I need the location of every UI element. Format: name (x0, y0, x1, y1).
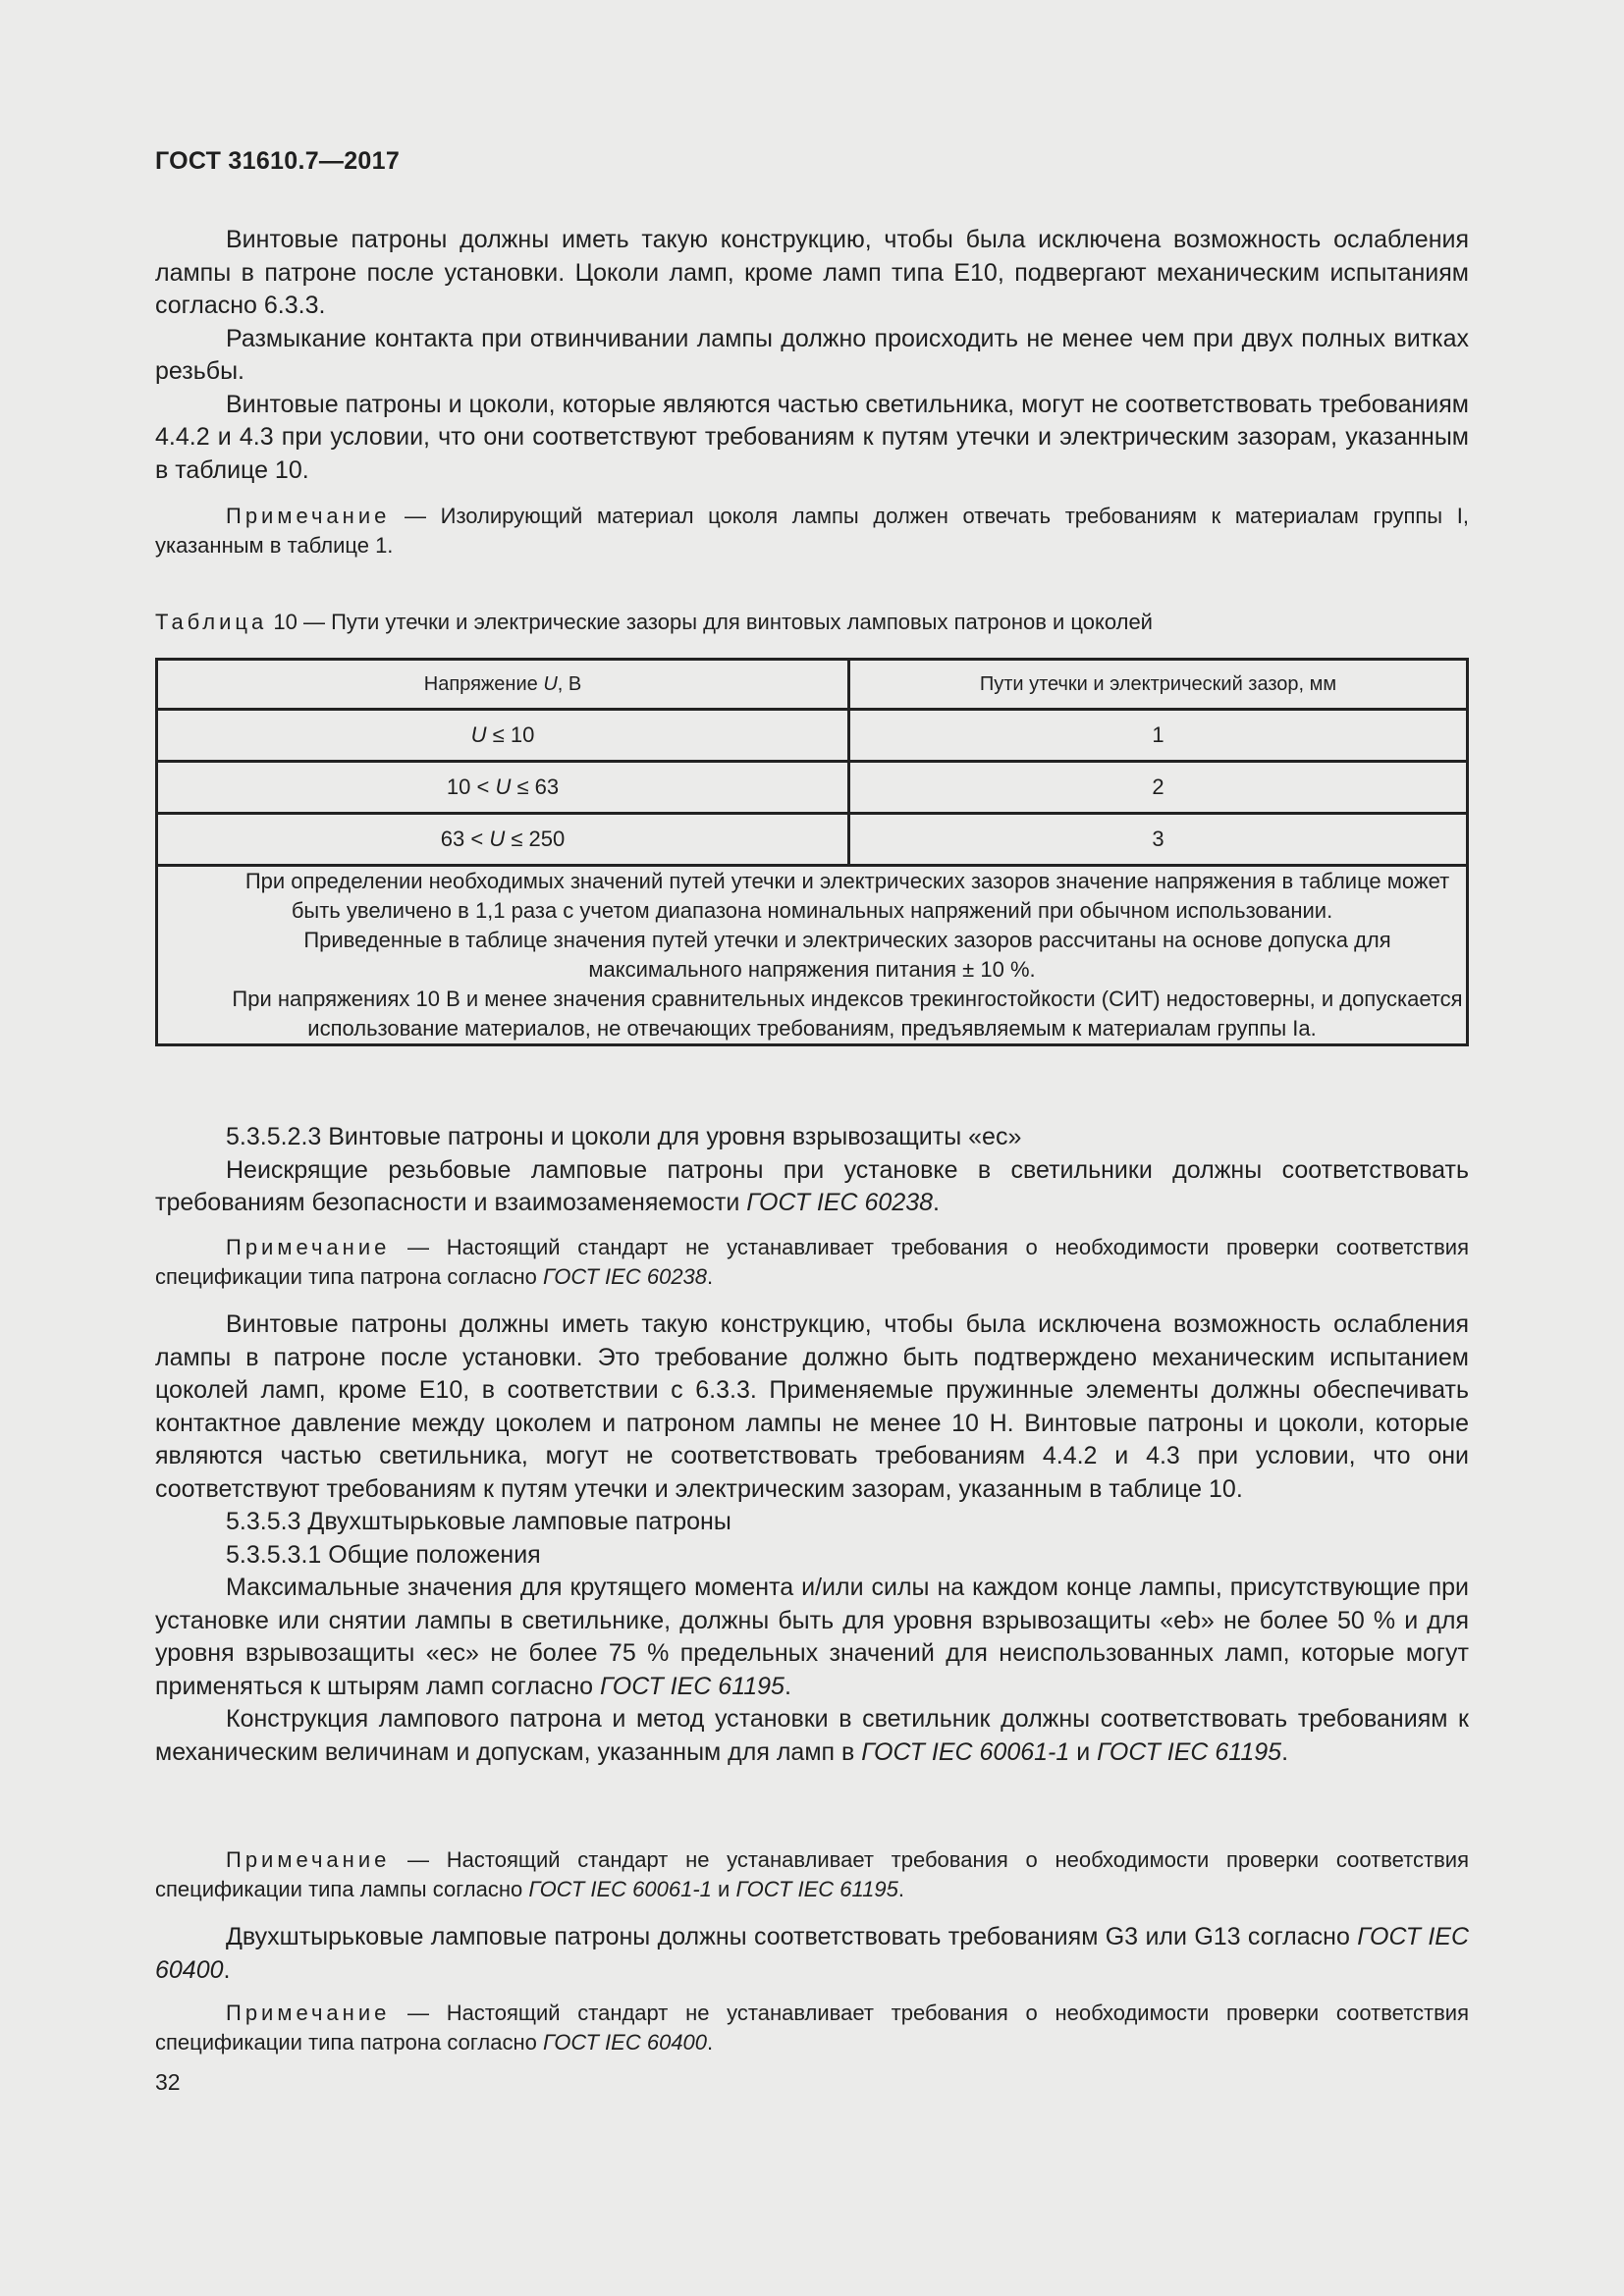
paragraph: Винтовые патроны должны иметь такую конструкцию, чтобы была исключена возможность ослабления лампы в патроне после установки. Цоколи ламп, кроме ламп типа Е10, подвергают механическим испытаниям согласно 6.3.3. (155, 226, 1469, 319)
note: Примечание — Настоящий стандарт не устанавливает требования о необходимости проверки соответствия спецификации типа патрона согласно ГОСТ IEC 60400. (155, 2001, 1469, 2055)
note-label: Примечание (226, 504, 391, 528)
voltage-cell: 10 < U ≤ 63 (157, 762, 849, 814)
paragraph: Двухштырьковые ламповые патроны должны соответствовать требованиям G3 или G13 согласно ГОСТ IEC 60400. (155, 1923, 1469, 1984)
table-footnote (157, 866, 1468, 1045)
table-caption (155, 608, 1469, 637)
section-body (155, 1308, 1469, 1769)
document-header: ГОСТ 31610.7—2017 (155, 147, 401, 175)
table-row (157, 710, 1468, 762)
column-header-voltage: Напряжение U, В (157, 660, 849, 710)
note-label: Примечание (226, 2001, 391, 2025)
clearance-cell: 1 (849, 710, 1468, 762)
table-note-paragraph: При напряжениях 10 В и менее значения сравнительных индексов трекингостойкости (СИТ) недостоверны, и допускается использование материалов, не отвечающих требованиям, предъявляемым к материалам группы Ia. (232, 987, 1463, 1041)
table-header-row (157, 660, 1468, 710)
standard-reference: ГОСТ IEC 60238 (746, 1189, 934, 1216)
table-caption-text: 10 — Пути утечки и электрические зазоры для винтовых ламповых патронов и цоколей (267, 610, 1153, 634)
section-heading: 5.3.5.2.3 Винтовые патроны и цоколи для уровня взрывозащиты «ес» (226, 1123, 1022, 1150)
voltage-cell: 63 < U ≤ 250 (157, 814, 849, 866)
voltage-cell: U ≤ 10 (157, 710, 849, 762)
standard-reference: ГОСТ IEC 60400 (155, 1923, 1469, 1984)
table-row (157, 814, 1468, 866)
standard-reference: ГОСТ IEC 60061-1 (861, 1737, 1070, 1766)
paragraph-block (155, 1921, 1469, 1987)
standard-reference: ГОСТ IEC 60400 (543, 2030, 708, 2055)
note-label: Примечание (226, 1235, 391, 1259)
data-table (155, 658, 1469, 1046)
standard-reference: ГОСТ IEC 60238 (543, 1264, 708, 1289)
note-label: Примечание (226, 1847, 391, 1872)
note-text: — Изолирующий материал цоколя лампы должен отвечать требованиям к материалам группы I, указанным в таблице 1. (155, 504, 1469, 558)
table-note-paragraph: Приведенные в таблице значения путей утечки и электрических зазоров рассчитаны на основе допуска для максимального напряжения питания ± 10 %. (303, 928, 1391, 982)
note: Примечание — Настоящий стандарт не устанавливает требования о необходимости проверки соответствия спецификации типа лампы согласно ГОСТ IEC 60061-1 и ГОСТ IEC 61195. (155, 1847, 1469, 1901)
paragraph: Размыкание контакта при отвинчивании лампы должно происходить не менее чем при двух полных витках резьбы. (155, 324, 1469, 385)
section-5-3-5-2-3 (155, 1121, 1469, 1220)
standard-reference: ГОСТ IEC 61195 (1097, 1737, 1282, 1766)
standard-reference: ГОСТ IEC 60061-1 (528, 1877, 712, 1901)
paragraph: Конструкция лампового патрона и метод установки в светильник должны соответствовать требованиям к механическим величинам и допускам, указанным для ламп в ГОСТ IEC 60061-1 и ГОСТ IEC 61195. (155, 1705, 1469, 1766)
table-row (157, 762, 1468, 814)
page-number: 32 (155, 2069, 181, 2095)
paragraph: Максимальные значения для крутящего момента и/или силы на каждом конце лампы, присутствующие при установке или снятии лампы в светильнике, должны быть для уровня взрывозащиты «eb» не более 50 % и для уровня взрывозащиты «ес» не более 75 % предельных значений для неиспользованных ламп, которые могут применяться к штырям ламп согласно ГОСТ IEC 61195. (155, 1574, 1469, 1700)
paragraph: Неискрящие резьбовые ламповые патроны при установке в светильники должны соответствовать требованиям безопасности и взаимозаменяемости ГОСТ IEC 60238. (155, 1155, 1469, 1216)
standard-reference: ГОСТ IEC 61195 (735, 1877, 898, 1901)
section-heading: 5.3.5.3.1 Общие положения (226, 1540, 541, 1569)
table-10 (155, 658, 1469, 1046)
table-caption-label: Таблица (155, 610, 268, 634)
paragraph: Винтовые патроны должны иметь такую конструкцию, чтобы была исключена возможность ослабления лампы в патроне после установки. Это требование должно быть подтверждено механическим испытанием цоколей ламп, кроме Е10, в соответствии с 6.3.3. Применяемые пружинные элементы должны обеспечивать контактное давление между цоколем и патроном лампы не менее 10 Н. Винтовые патроны и цоколи, которые являются частью светильника, могут не соответствовать требованиям 4.4.2 и 4.3 при условии, что они соответствуют требованиям к путям утечки и электрическим зазорам, указанным в таблице 10. (155, 1310, 1469, 1503)
standard-reference: ГОСТ IEC 61195 (600, 1672, 785, 1700)
paragraph: Винтовые патроны и цоколи, которые являются частью светильника, могут не соответствовать требованиям 4.4.2 и 4.3 при условии, что они соответствуют требованиям к путям утечки и электрическим зазорам, указанным в таблице 10. (155, 390, 1469, 484)
intro-section (155, 224, 1469, 487)
section-heading: 5.3.5.3 Двухштырьковые ламповые патроны (226, 1508, 731, 1535)
table-footnote-row (157, 866, 1468, 1045)
note (155, 502, 1469, 561)
table-note-paragraph: При определении необходимых значений путей утечки и электрических зазоров значение напряжения в таблице может быть увеличено в 1,1 раза с учетом диапазона номинальных напряжений при обычном использовании. (244, 869, 1450, 923)
note: Примечание — Настоящий стандарт не устанавливает требования о необходимости проверки соответствия спецификации типа патрона согласно ГОСТ IEC 60238. (155, 1235, 1469, 1289)
column-header-clearance: Пути утечки и электрический зазор, мм (849, 660, 1468, 710)
clearance-cell: 3 (849, 814, 1468, 866)
clearance-cell: 2 (849, 762, 1468, 814)
